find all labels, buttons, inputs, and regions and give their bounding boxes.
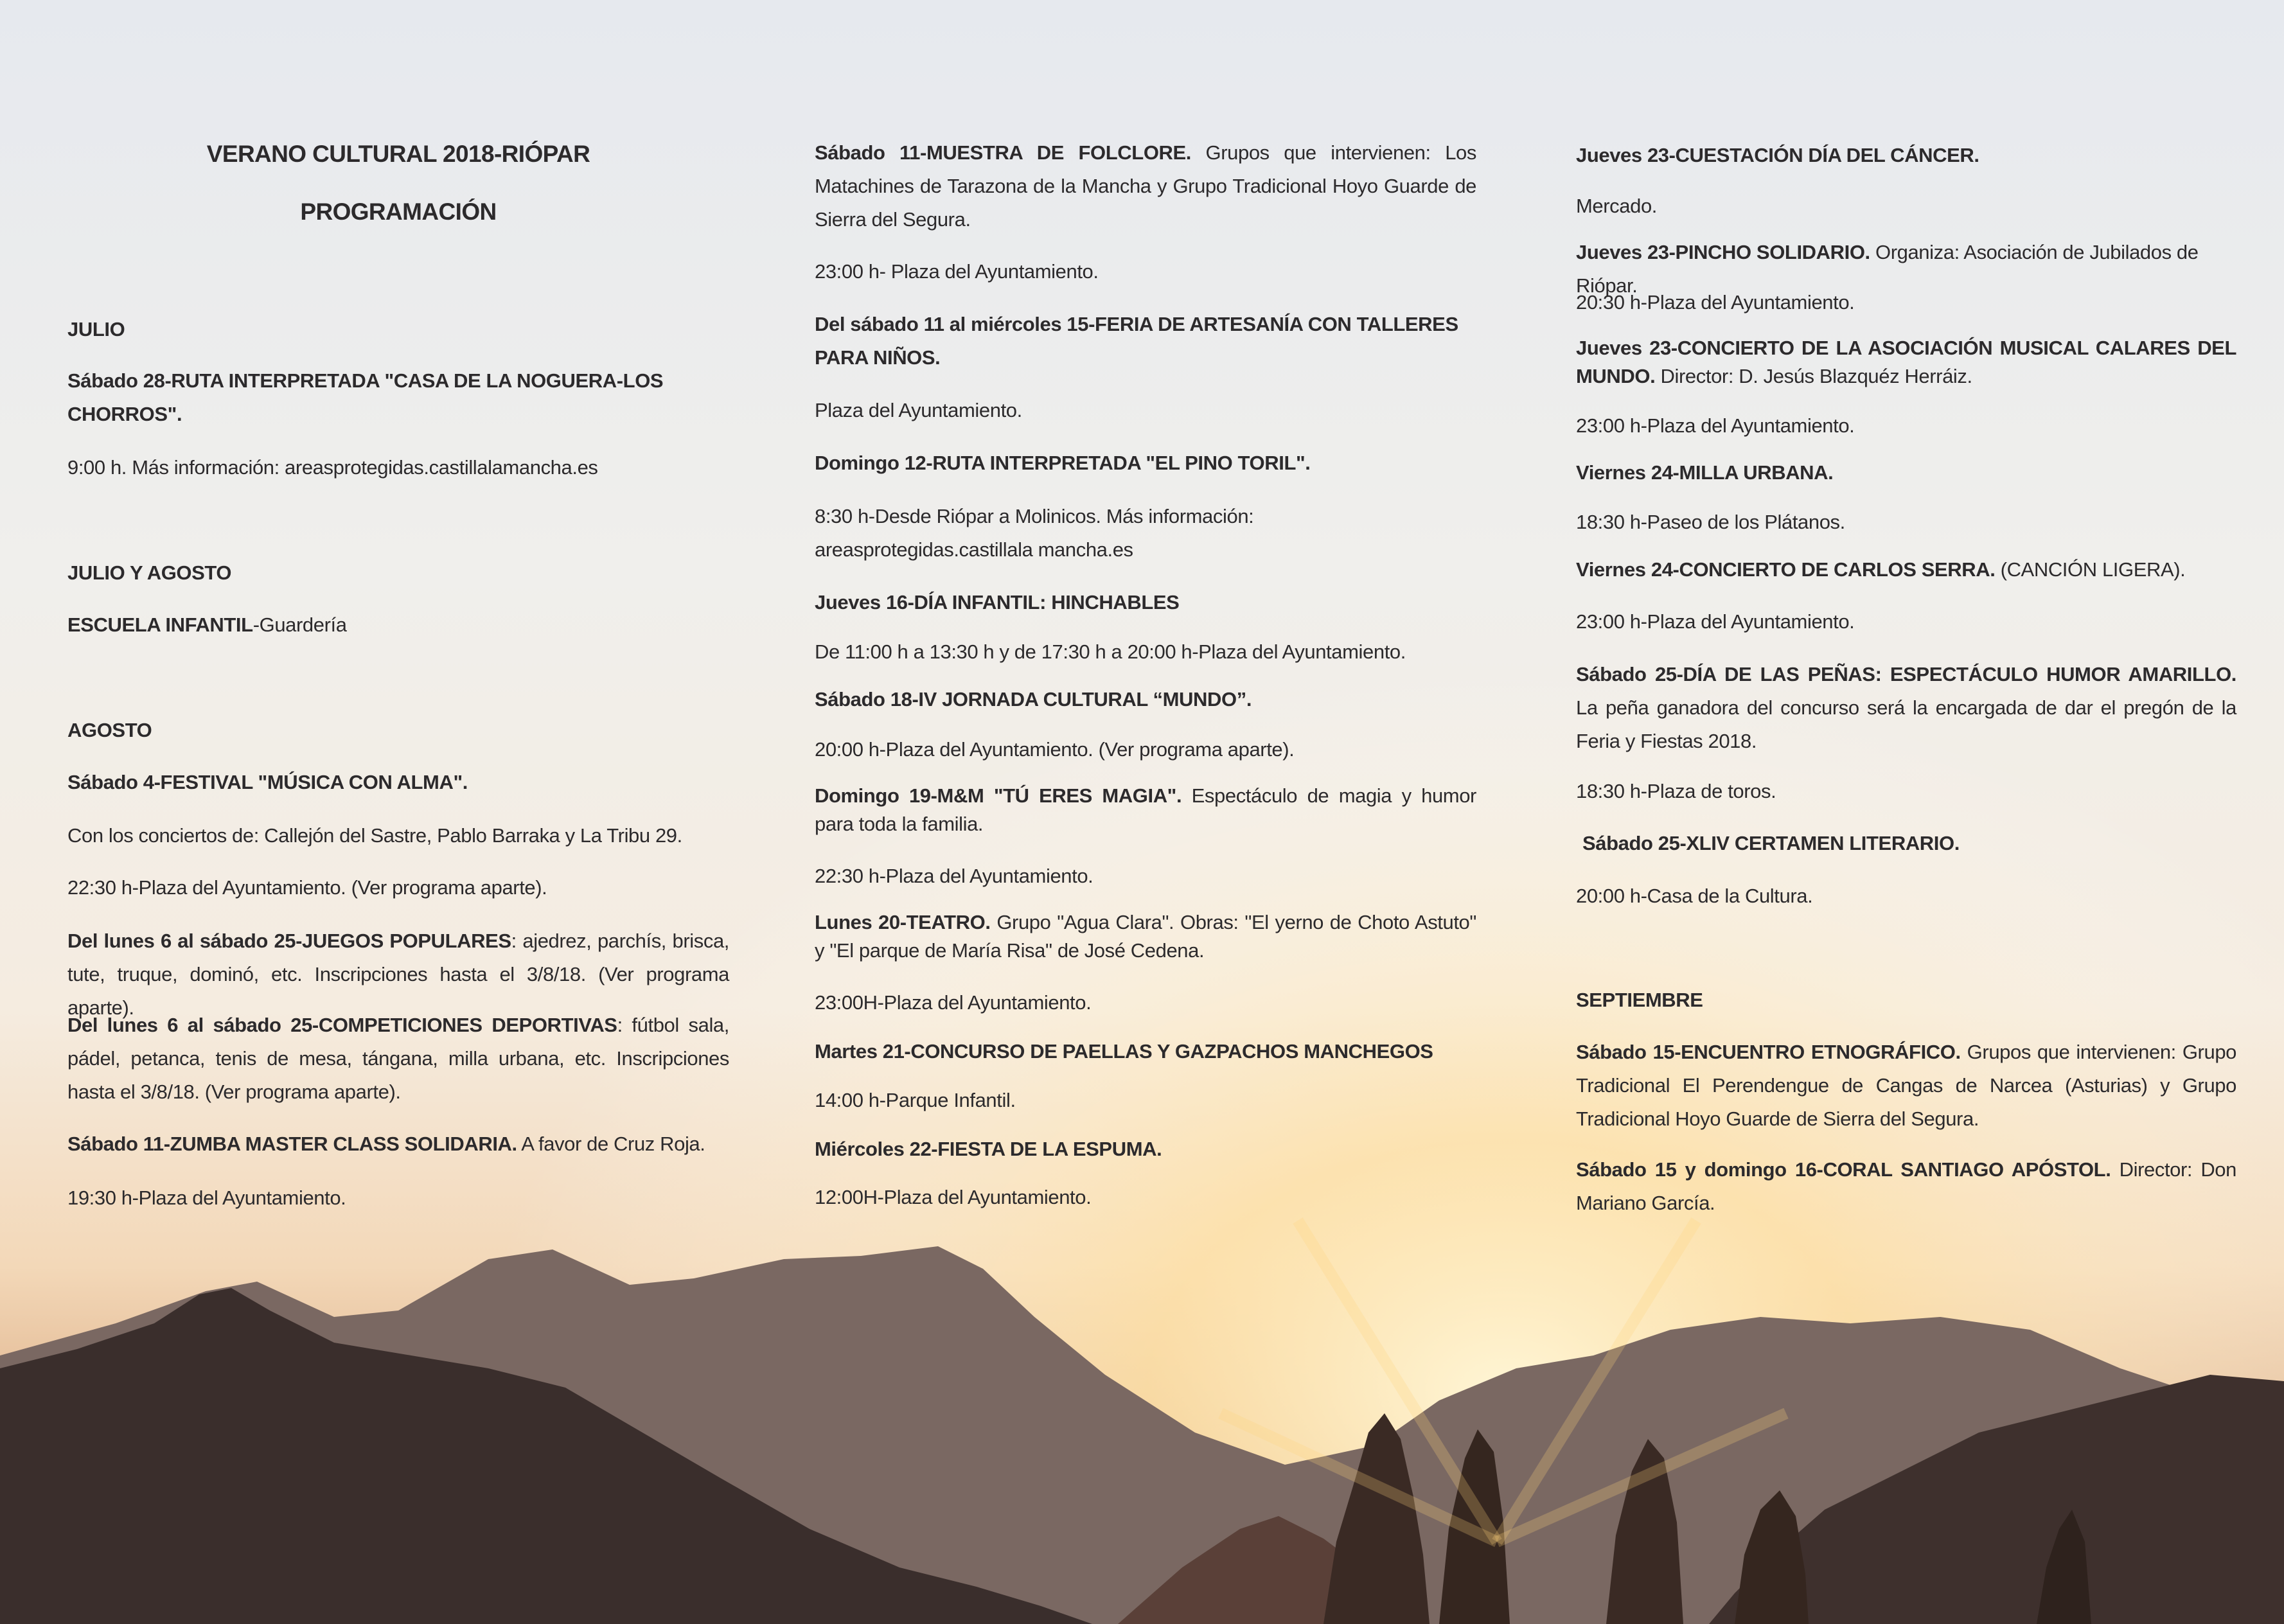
event-text: Director: Don Mariano García. xyxy=(1576,1158,2236,1214)
event-detail: Con los conciertos de: Callejón del Sastre, Pablo Barraka y La Tribu 29. xyxy=(67,824,682,847)
event-item xyxy=(67,766,729,799)
event-title: Lunes 20-TEATRO. xyxy=(815,911,991,933)
section-heading: SEPTIEMBRE xyxy=(1576,989,1703,1011)
event-title: Viernes 24-MILLA URBANA. xyxy=(1576,461,1834,484)
event-detail: 9:00 h. Más información: areasprotegidas.castillalamancha.es xyxy=(67,456,598,479)
event-text: A favor de Cruz Roja. xyxy=(517,1133,705,1155)
event-detail: 23:00 h-Plaza del Ayuntamiento. xyxy=(1576,414,1855,437)
event-title: Del sábado 11 al miércoles 15-FERIA DE ARTESANÍA CON TALLERES PARA NIÑOS. xyxy=(815,313,1458,369)
event-text: (CANCIÓN LIGERA). xyxy=(1995,558,2186,581)
section-heading: JULIO Y AGOSTO xyxy=(67,561,232,584)
event-detail: 20:00 h-Casa de la Cultura. xyxy=(1576,885,1813,907)
event-title: Jueves 23-CONCIERTO DE LA ASOCIACIÓN MUSICAL CALARES DEL MUNDO. xyxy=(1576,337,2236,387)
event-title: Sábado 11-ZUMBA MASTER CLASS SOLIDARIA. xyxy=(67,1133,517,1155)
event-item xyxy=(815,446,1476,480)
document-subtitle: PROGRAMACIÓN xyxy=(300,199,497,225)
event-detail: 18:30 h-Plaza de toros. xyxy=(1576,780,1776,802)
event-title: ESCUELA INFANTIL xyxy=(67,613,253,636)
event-detail: 18:30 h-Paseo de los Plátanos. xyxy=(1576,511,1845,533)
event-item xyxy=(1576,456,2236,490)
event-title: Domingo 12-RUTA INTERPRETADA "EL PINO TORIL". xyxy=(815,452,1311,474)
event-item xyxy=(815,308,1476,375)
event-title: Viernes 24-CONCIERTO DE CARLOS SERRA. xyxy=(1576,558,1996,581)
event-detail: 23:00 h- Plaza del Ayuntamiento. xyxy=(815,260,1099,283)
event-detail: 20:00 h-Plaza del Ayuntamiento. (Ver programa aparte). xyxy=(815,738,1295,761)
event-text: : fútbol sala, pádel, petanca, tenis de mesa, tángana, milla urbana, etc. Inscripciones hasta el 3/8/18. (Ver programa aparte). xyxy=(67,1014,729,1103)
event-item xyxy=(67,364,729,431)
event-title: Sábado 11-MUESTRA DE FOLCLORE. xyxy=(815,141,1192,164)
event-text: : ajedrez, parchís, brisca, tute, truque, dominó, etc. Inscripciones hasta el 3/8/18. (Ver programa aparte). xyxy=(67,930,729,1019)
event-detail: De 11:00 h a 13:30 h y de 17:30 h a 20:00 h-Plaza del Ayuntamiento. xyxy=(815,640,1406,663)
event-detail: Plaza del Ayuntamiento. xyxy=(815,399,1022,421)
event-text: La peña ganadora del concurso será la encargada de dar el pregón de la Feria y Fiestas 2018. xyxy=(1576,696,2236,752)
event-item xyxy=(1576,1036,2236,1136)
event-title: Sábado 15 y domingo 16-CORAL SANTIAGO APÓSTOL. xyxy=(1576,1158,2111,1181)
event-detail: 22:30 h-Plaza del Ayuntamiento. xyxy=(815,865,1093,887)
event-title: Miércoles 22-FIESTA DE LA ESPUMA. xyxy=(815,1138,1162,1160)
event-item xyxy=(815,1035,1476,1068)
event-item xyxy=(67,1127,729,1161)
event-text: Grupos que intervienen: Grupo Tradicional El Perendengue de Cangas de Narcea (Asturias) y Grupo Tradicional Hoyo Guarde de Sierra del Segura. xyxy=(1576,1041,2236,1130)
event-text: Grupo "Agua Clara". Obras: "El yerno de Choto Astuto" y "El parque de María Risa" de José Cedena. xyxy=(815,911,1477,962)
event-detail: 12:00H-Plaza del Ayuntamiento. xyxy=(815,1186,1092,1208)
event-title: Jueves 16-DÍA INFANTIL: HINCHABLES xyxy=(815,591,1180,613)
document-title: VERANO CULTURAL 2018-RIÓPAR xyxy=(206,141,590,167)
event-detail: 22:30 h-Plaza del Ayuntamiento. (Ver programa aparte). xyxy=(67,876,547,899)
event-item xyxy=(67,608,729,642)
event-detail: Mercado. xyxy=(1576,195,1658,217)
event-item xyxy=(815,782,1476,838)
event-item xyxy=(815,1133,1476,1166)
event-item xyxy=(1576,827,2236,860)
event-item xyxy=(1576,139,2236,172)
event-text: -Guardería xyxy=(252,613,347,636)
event-item xyxy=(1576,334,2236,391)
event-item xyxy=(815,136,1476,236)
event-item xyxy=(1576,553,2236,587)
event-title: Sábado 25-DÍA DE LAS PEÑAS: ESPECTÁCULO HUMOR AMARILLO. xyxy=(1576,663,2236,685)
event-title: Domingo 19-M&M "TÚ ERES MAGIA". xyxy=(815,784,1182,807)
event-title: Sábado 4-FESTIVAL "MÚSICA CON ALMA". xyxy=(67,771,468,793)
event-detail: 14:00 h-Parque Infantil. xyxy=(815,1089,1016,1111)
event-item xyxy=(67,1009,729,1109)
event-text: Director: D. Jesús Blazquéz Herráiz. xyxy=(1655,365,1972,387)
event-title: Sábado 25-XLIV CERTAMEN LITERARIO. xyxy=(1582,832,1960,854)
event-title: Sábado 18-IV JORNADA CULTURAL “MUNDO”. xyxy=(815,688,1252,710)
event-item xyxy=(815,908,1476,965)
event-text: Grupos que intervienen: Los Matachines de Tarazona de la Mancha y Grupo Tradicional Hoyo Guarde de Sierra del Segura. xyxy=(815,141,1476,231)
event-title: Del lunes 6 al sábado 25-JUEGOS POPULARES xyxy=(67,930,511,952)
event-title: Martes 21-CONCURSO DE PAELLAS Y GAZPACHOS MANCHEGOS xyxy=(815,1040,1433,1063)
event-detail: 23:00H-Plaza del Ayuntamiento. xyxy=(815,991,1092,1014)
event-item xyxy=(1576,658,2236,758)
event-item xyxy=(1576,1153,2236,1220)
section-heading: AGOSTO xyxy=(67,719,152,741)
event-item xyxy=(815,683,1476,716)
event-detail: 19:30 h-Plaza del Ayuntamiento. xyxy=(67,1187,346,1209)
event-item xyxy=(815,586,1476,619)
section-heading: JULIO xyxy=(67,318,125,340)
event-detail: 23:00 h-Plaza del Ayuntamiento. xyxy=(1576,610,1855,633)
event-text: Espectáculo de magia y humor para toda la familia. xyxy=(815,784,1476,835)
event-detail: 8:30 h-Desde Riópar a Molinicos. Más información: areasprotegidas.castillala mancha.es xyxy=(815,505,1254,561)
event-title: Del lunes 6 al sábado 25-COMPETICIONES DEPORTIVAS xyxy=(67,1014,617,1036)
event-title: Jueves 23-CUESTACIÓN DÍA DEL CÁNCER. xyxy=(1576,144,1979,166)
event-title: Sábado 28-RUTA INTERPRETADA "CASA DE LA NOGUERA-LOS CHORROS". xyxy=(67,369,664,425)
event-detail: 20:30 h-Plaza del Ayuntamiento. xyxy=(1576,291,1855,313)
event-text: Organiza: Asociación de Jubilados de Riópar. xyxy=(1576,241,2199,297)
event-title: Sábado 15-ENCUENTRO ETNOGRÁFICO. xyxy=(1576,1041,1961,1063)
event-title: Jueves 23-PINCHO SOLIDARIO. xyxy=(1576,241,1870,263)
